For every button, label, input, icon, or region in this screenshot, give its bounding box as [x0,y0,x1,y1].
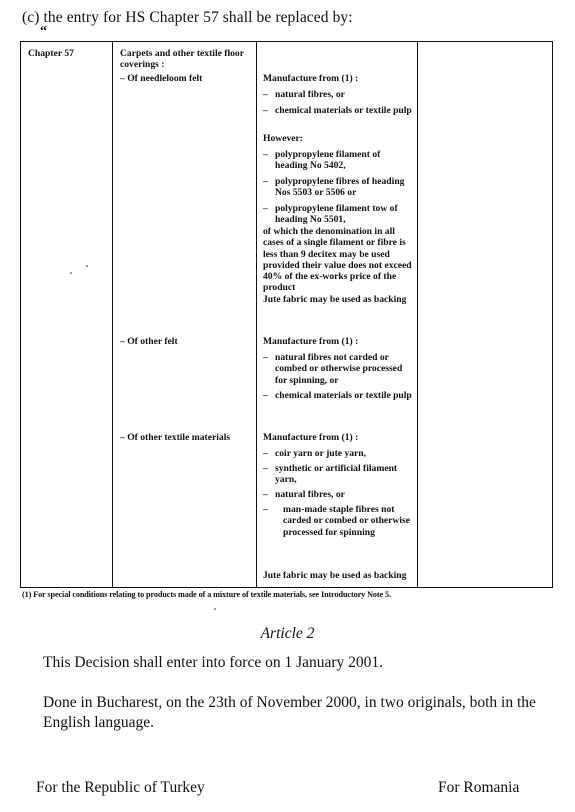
list-item: – natural fibres, or [263,89,345,100]
row-label-other-felt: – Of other felt [120,336,178,347]
condition-head: Manufacture from (1) : [263,432,359,443]
column-divider [256,42,257,587]
signature-turkey: For the Republic of Turkey [36,779,205,796]
row-label-needleloom: – Of needleloom felt [120,73,203,84]
scan-speck [214,608,216,610]
column-divider [417,42,418,587]
condition-head: Manufacture from (1) : [263,73,359,84]
hs-chapter-table [20,41,553,588]
list-item: – natural fibres, or [263,489,345,500]
article-heading: Article 2 [260,625,315,642]
list-item: – polypropylene filament tow of heading No 5501, [263,203,398,226]
however-label: However: [263,133,303,144]
column-divider [112,42,113,587]
opening-quote: “ [40,24,47,39]
done-paragraph-line1: Done in Bucharest, on the 23th of November 2000, in two originals, both in the [43,694,536,711]
description-heading: Carpets and other textile floor coverings : [120,48,244,71]
chapter-cell: Chapter 57 [28,48,74,59]
intro-line: (c) the entry for HS Chapter 57 shall be replaced by: [22,9,353,26]
row-label-other-textile: – Of other textile materials [120,432,231,443]
backing-note: Jute fabric may be used as backing [263,294,407,305]
list-item: – chemical materials or textile pulp [263,390,412,401]
table-footnote: (1) For special conditions relating to products made of a mixture of textile materials, see Introductory Note 5. [22,590,391,599]
signature-romania: For Romania [438,779,520,796]
list-item: – chemical materials or textile pulp [263,105,412,116]
list-item: – natural fibres not carded or combed or otherwise processed for spinning, or [263,352,403,386]
scan-speck [86,265,88,267]
condition-tail: of which the denomination in all cases of a single filament or fibre is less than 9 decitex may be used provided their value does not exceed 40% of the ex-works price of the product [263,226,412,294]
done-paragraph-line2: English language. [43,714,155,731]
scan-speck [70,272,72,274]
list-item: – synthetic or artificial filament yarn, [263,463,398,486]
list-item: – coir yarn or jute yarn, [263,448,367,459]
list-item: – man-made staple fibres not carded or combed or otherwise processed for spinning [263,504,411,538]
list-item: – polypropylene filament of heading No 5402, [263,149,381,172]
backing-note: Jute fabric may be used as backing [263,570,407,581]
condition-head: Manufacture from (1) : [263,336,359,347]
list-item: – polypropylene fibres of heading Nos 5503 or 5506 or [263,176,405,199]
decision-paragraph: This Decision shall enter into force on 1 January 2001. [43,654,384,671]
